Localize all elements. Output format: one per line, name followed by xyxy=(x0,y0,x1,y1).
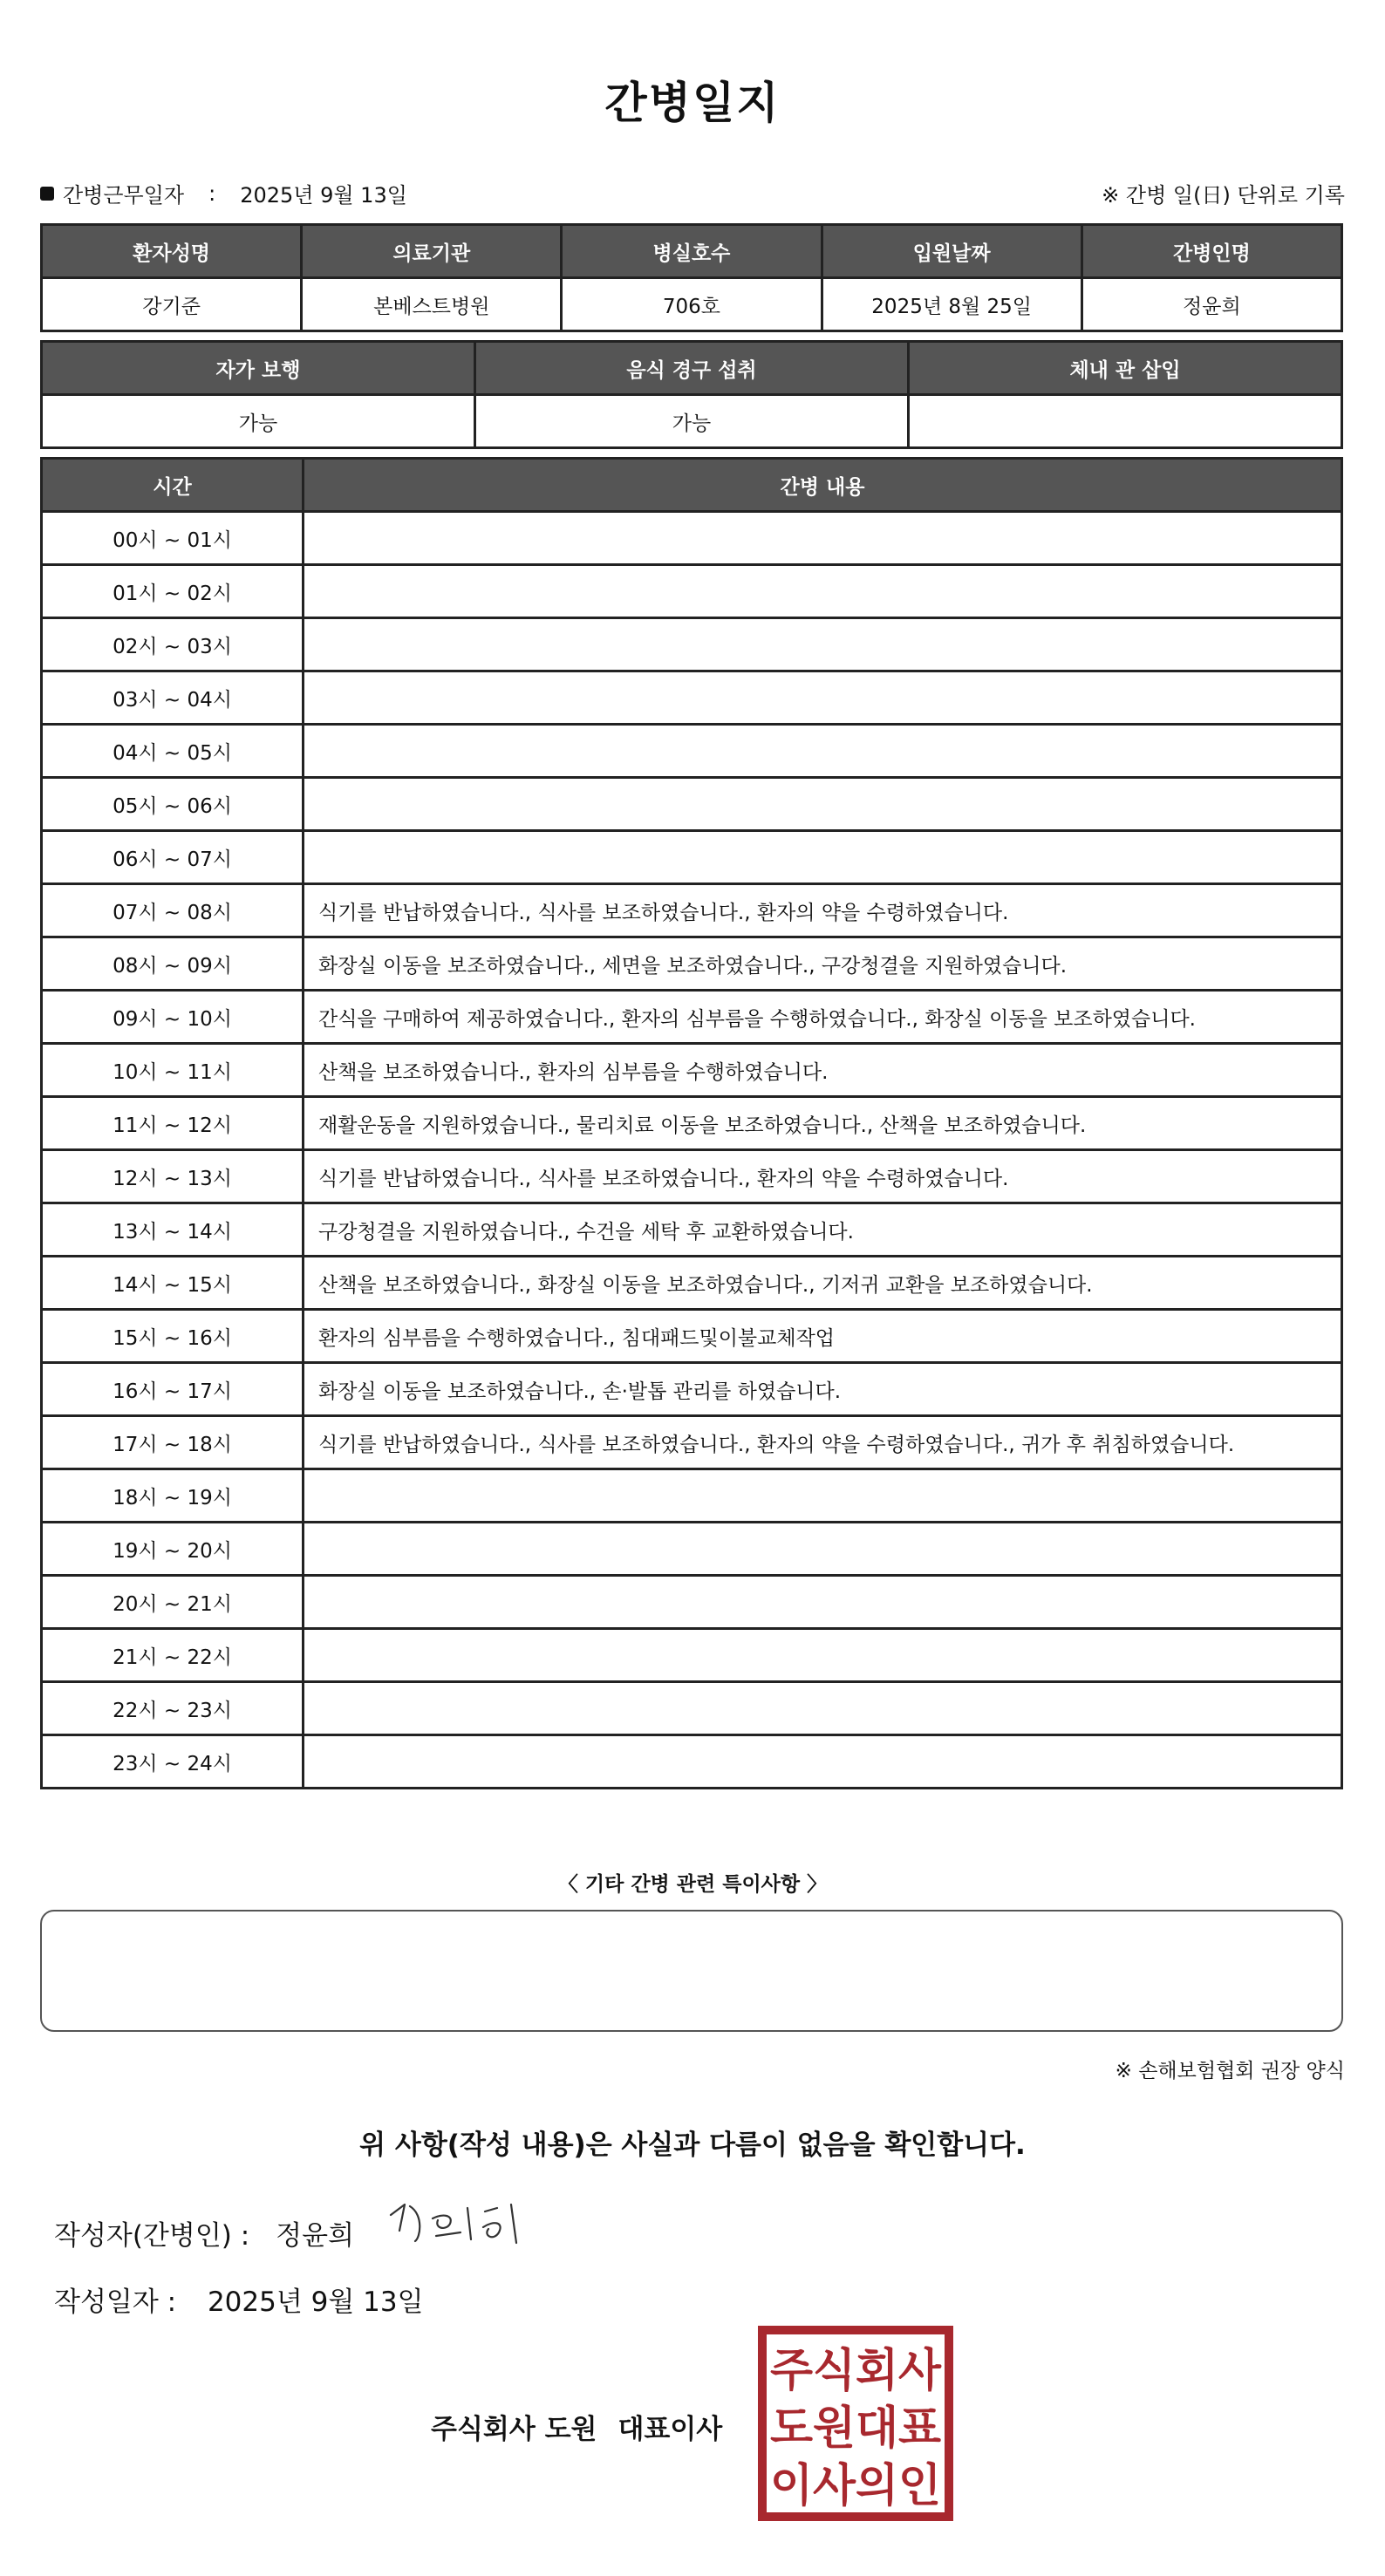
log-row xyxy=(42,1576,1342,1629)
oral-intake-value: 가능 xyxy=(475,395,909,448)
log-content: 화장실 이동을 보조하였습니다., 손·발톱 관리를 하였습니다. xyxy=(304,1363,1342,1416)
log-row xyxy=(42,1682,1342,1735)
log-content xyxy=(304,1576,1342,1629)
unit-note: ※ 간병 일(日) 단위로 기록 xyxy=(1102,183,1345,208)
header-tube-insertion: 체내 관 삽입 xyxy=(909,342,1342,395)
handwritten-signature xyxy=(380,2189,537,2259)
log-time: 23시 ~ 24시 xyxy=(42,1735,304,1789)
company-name: 주식회사 도원 xyxy=(431,2414,597,2445)
log-row xyxy=(42,1310,1342,1363)
log-time: 17시 ~ 18시 xyxy=(42,1416,304,1469)
confirmation-statement: 위 사항(작성 내용)은 사실과 다름이 없음을 확인합니다. xyxy=(359,2130,1026,2161)
writer-line xyxy=(54,2213,354,2252)
log-row xyxy=(42,778,1342,831)
header-oral-intake: 음식 경구 섭취 xyxy=(475,342,909,395)
log-time: 07시 ~ 08시 xyxy=(42,884,304,937)
log-content: 화장실 이동을 보조하였습니다., 세면을 보조하였습니다., 구강청결을 지원하였습니다. xyxy=(304,937,1342,991)
log-time: 16시 ~ 17시 xyxy=(42,1363,304,1416)
header-hospital: 의료기관 xyxy=(302,225,562,278)
log-header-row xyxy=(42,459,1342,512)
care-date-value: 2025년 9월 13일 xyxy=(240,183,407,208)
log-row xyxy=(42,1097,1342,1150)
log-row xyxy=(42,725,1342,778)
log-time: 11시 ~ 12시 xyxy=(42,1097,304,1150)
log-time: 06시 ~ 07시 xyxy=(42,831,304,884)
caregiver-name: 정윤희 xyxy=(1081,278,1341,331)
log-time: 19시 ~ 20시 xyxy=(42,1523,304,1576)
log-content: 산책을 보조하였습니다., 환자의 심부름을 수행하였습니다. xyxy=(304,1044,1342,1097)
log-time: 03시 ~ 04시 xyxy=(42,671,304,725)
log-time: 22시 ~ 23시 xyxy=(42,1682,304,1735)
log-row xyxy=(42,1257,1342,1310)
header-admission-date: 입원날짜 xyxy=(822,225,1081,278)
writer-label: 작성자(간병인) : xyxy=(54,2220,250,2252)
log-content xyxy=(304,725,1342,778)
log-content: 식기를 반납하였습니다., 식사를 보조하였습니다., 환자의 약을 수령하였습니다. xyxy=(304,884,1342,937)
patient-info-table xyxy=(40,223,1343,332)
header-patient-name: 환자성명 xyxy=(42,225,302,278)
log-time: 02시 ~ 03시 xyxy=(42,618,304,671)
patient-status-table xyxy=(40,340,1343,449)
company-seal-stamp xyxy=(757,2325,954,2522)
svg-text:이사의인: 이사의인 xyxy=(770,2460,941,2512)
log-content xyxy=(304,1629,1342,1682)
log-time: 00시 ~ 01시 xyxy=(42,512,304,565)
written-date-line xyxy=(54,2280,424,2319)
log-content: 산책을 보조하였습니다., 화장실 이동을 보조하였습니다., 기저귀 교환을 보조하였습니다. xyxy=(304,1257,1342,1310)
log-row xyxy=(42,884,1342,937)
log-time: 21시 ~ 22시 xyxy=(42,1629,304,1682)
log-time: 12시 ~ 13시 xyxy=(42,1150,304,1203)
log-row xyxy=(42,1735,1342,1789)
log-content: 식기를 반납하였습니다., 식사를 보조하였습니다., 환자의 약을 수령하였습니다., 귀가 후 취침하였습니다. xyxy=(304,1416,1342,1469)
page-title: 간병일지 xyxy=(604,78,781,128)
log-time: 04시 ~ 05시 xyxy=(42,725,304,778)
self-walking-value: 가능 xyxy=(42,395,475,448)
writer-name: 정윤희 xyxy=(276,2220,355,2252)
log-time: 14시 ~ 15시 xyxy=(42,1257,304,1310)
log-row xyxy=(42,618,1342,671)
remarks-box xyxy=(40,1910,1343,2032)
written-date-label: 작성일자 : xyxy=(54,2286,177,2318)
log-time: 08시 ~ 09시 xyxy=(42,937,304,991)
log-row xyxy=(42,565,1342,618)
care-date-label: 간병근무일자 xyxy=(63,183,185,208)
written-date-value: 2025년 9월 13일 xyxy=(207,2286,424,2318)
log-row xyxy=(42,1469,1342,1523)
log-row xyxy=(42,512,1342,565)
header-caregiver: 간병인명 xyxy=(1081,225,1341,278)
log-row xyxy=(42,937,1342,991)
log-row xyxy=(42,1416,1342,1469)
log-row xyxy=(42,671,1342,725)
svg-text:도원대표: 도원대표 xyxy=(770,2402,941,2455)
log-row xyxy=(42,831,1342,884)
log-content: 재활운동을 지원하였습니다., 물리치료 이동을 보조하였습니다., 산책을 보조하였습니다. xyxy=(304,1097,1342,1150)
log-time: 09시 ~ 10시 xyxy=(42,991,304,1044)
header-self-walking: 자가 보행 xyxy=(42,342,475,395)
tube-insertion-value xyxy=(909,395,1342,448)
status-header-row xyxy=(42,342,1342,395)
log-content: 구강청결을 지원하였습니다., 수건을 세탁 후 교환하였습니다. xyxy=(304,1203,1342,1257)
log-time: 15시 ~ 16시 xyxy=(42,1310,304,1363)
log-content xyxy=(304,778,1342,831)
log-time: 13시 ~ 14시 xyxy=(42,1203,304,1257)
patient-value-row xyxy=(42,278,1342,331)
hospital-name: 본베스트병원 xyxy=(302,278,562,331)
log-time: 18시 ~ 19시 xyxy=(42,1469,304,1523)
log-content xyxy=(304,671,1342,725)
company-title: 대표이사 xyxy=(617,2414,723,2445)
log-content xyxy=(304,565,1342,618)
insurance-note: ※ 손해보험협회 권장 양식 xyxy=(1115,2060,1345,2082)
log-row xyxy=(42,1150,1342,1203)
log-row xyxy=(42,991,1342,1044)
header-care-content: 간병 내용 xyxy=(304,459,1342,512)
status-value-row xyxy=(42,395,1342,448)
header-time: 시간 xyxy=(42,459,304,512)
log-content xyxy=(304,1682,1342,1735)
log-content: 환자의 심부름을 수행하였습니다., 침대패드및이불교체작업 xyxy=(304,1310,1342,1363)
log-time: 05시 ~ 06시 xyxy=(42,778,304,831)
log-row xyxy=(42,1203,1342,1257)
log-content xyxy=(304,831,1342,884)
log-content: 간식을 구매하여 제공하였습니다., 환자의 심부름을 수행하였습니다., 화장실 이동을 보조하였습니다. xyxy=(304,991,1342,1044)
patient-header-row xyxy=(42,225,1342,278)
log-content xyxy=(304,1469,1342,1523)
log-time: 01시 ~ 02시 xyxy=(42,565,304,618)
header-room: 병실호수 xyxy=(562,225,822,278)
care-log-table xyxy=(40,457,1343,1789)
log-content xyxy=(304,618,1342,671)
log-content xyxy=(304,512,1342,565)
company-line xyxy=(431,2407,722,2446)
log-row xyxy=(42,1523,1342,1576)
log-row xyxy=(42,1363,1342,1416)
log-content xyxy=(304,1735,1342,1789)
room-number: 706호 xyxy=(562,278,822,331)
log-content xyxy=(304,1523,1342,1576)
log-row xyxy=(42,1044,1342,1097)
remarks-title: 〈 기타 간병 관련 특이사항 〉 xyxy=(557,1873,828,1896)
care-date-colon: : xyxy=(208,181,216,206)
log-time: 10시 ~ 11시 xyxy=(42,1044,304,1097)
admission-date: 2025년 8월 25일 xyxy=(822,278,1081,331)
patient-name: 강기준 xyxy=(42,278,302,331)
log-row xyxy=(42,1629,1342,1682)
square-bullet-icon xyxy=(40,187,54,201)
svg-text:주식회사: 주식회사 xyxy=(770,2345,942,2397)
log-content: 식기를 반납하였습니다., 식사를 보조하였습니다., 환자의 약을 수령하였습니다. xyxy=(304,1150,1342,1203)
care-date-line xyxy=(40,178,407,208)
log-time: 20시 ~ 21시 xyxy=(42,1576,304,1629)
